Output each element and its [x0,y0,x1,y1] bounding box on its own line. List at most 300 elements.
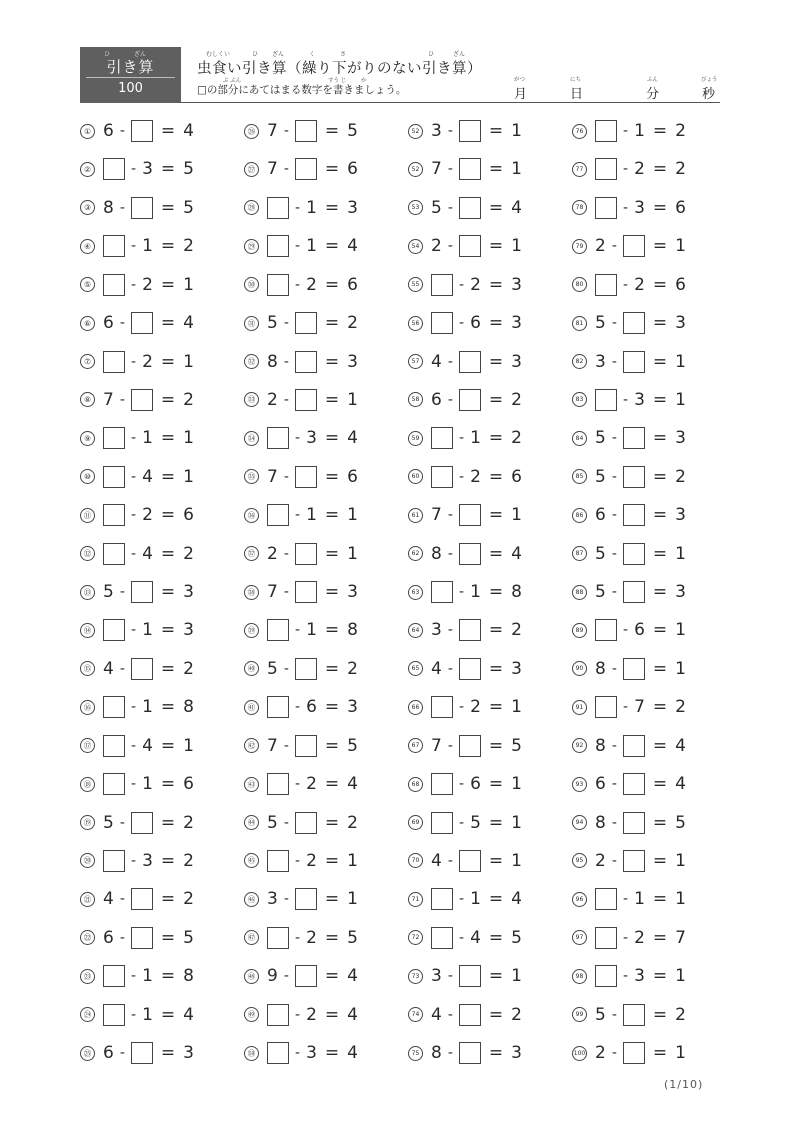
problem-number: ⑳ [80,853,95,868]
subtrahend: 3 [306,1043,317,1064]
minus-sign: - [283,545,289,562]
minus-sign: - [119,929,125,946]
difference: 5 [183,159,194,180]
answer-box-subtrahend[interactable] [295,812,317,834]
equals-sign: = [488,889,504,910]
answer-box-subtrahend[interactable] [131,812,153,834]
answer-box-minuend[interactable] [431,274,453,296]
answer-box-minuend[interactable] [595,927,617,949]
difference: 1 [347,505,358,526]
minus-sign: - [283,584,289,601]
answer-box-minuend[interactable] [103,543,125,565]
answer-box-minuend[interactable] [103,1004,125,1026]
subtrahend: 1 [142,774,153,795]
answer-box-minuend[interactable] [103,773,125,795]
problem-number: 87 [572,546,587,561]
minuend: 5 [595,466,606,487]
answer-box-minuend[interactable] [103,965,125,987]
day-label: 日 [570,87,584,102]
answer-box-subtrahend[interactable] [131,888,153,910]
answer-box-minuend[interactable] [595,120,617,142]
difference: 4 [347,428,358,449]
minus-sign: - [459,315,465,332]
problem-72 [408,925,522,951]
minus-sign: - [447,737,453,754]
problem-9 [80,425,194,451]
equals-sign: = [488,351,504,372]
answer-box-subtrahend[interactable] [459,1004,481,1026]
problem-number: 58 [408,392,423,407]
minuend: 3 [431,121,442,141]
problem-88 [572,579,686,605]
answer-box-subtrahend[interactable] [623,581,645,603]
minuend: 3 [431,620,442,641]
minuend: 5 [431,197,442,218]
problem-1 [80,118,194,144]
minus-sign: - [611,1006,617,1023]
problem-97 [572,925,686,951]
minus-sign: - [295,622,301,639]
answer-box-subtrahend[interactable] [459,735,481,757]
subtrahend: 3 [634,966,645,987]
answer-box-minuend[interactable] [103,619,125,641]
answer-box-subtrahend[interactable] [295,389,317,411]
answer-box-minuend[interactable] [267,235,289,257]
problem-58 [408,387,522,413]
problem-number: 57 [408,354,423,369]
minus-sign: - [611,660,617,677]
difference: 2 [183,889,194,910]
equals-sign: = [488,582,504,603]
answer-box-minuend[interactable] [103,274,125,296]
problem-60 [408,464,522,490]
problem-number: ㉙ [244,239,259,254]
answer-box-minuend[interactable] [103,235,125,257]
minus-sign: - [283,353,289,370]
answer-box-minuend[interactable] [103,850,125,872]
subtrahend: 1 [470,428,481,449]
answer-box-subtrahend[interactable] [459,543,481,565]
title-ruby-1: ひ [252,51,259,58]
answer-box-subtrahend[interactable] [623,312,645,334]
minus-sign: - [459,699,465,716]
answer-box-minuend[interactable] [267,619,289,641]
difference: 1 [675,658,686,679]
answer-box-subtrahend[interactable] [459,850,481,872]
minus-sign: - [131,468,137,485]
subtrahend: 4 [142,735,153,756]
answer-box-minuend[interactable] [431,581,453,603]
answer-box-subtrahend[interactable] [623,735,645,757]
problem-number: 65 [408,661,423,676]
answer-box-subtrahend[interactable] [295,888,317,910]
equals-sign: = [488,428,504,449]
answer-box-minuend[interactable] [595,158,617,180]
answer-box-subtrahend[interactable] [459,351,481,373]
minus-sign: - [447,622,453,639]
minuend: 2 [595,850,606,871]
problem-number: ⑧ [80,392,95,407]
answer-box-subtrahend[interactable] [459,235,481,257]
equals-sign: = [324,774,340,795]
answer-box-minuend[interactable] [103,696,125,718]
problem-number: 73 [408,969,423,984]
problem-99 [572,1002,686,1028]
second-ruby: びょう [701,77,718,83]
problem-number: ㉕ [80,1046,95,1061]
answer-box-subtrahend[interactable] [295,120,317,142]
answer-box-subtrahend[interactable] [459,658,481,680]
difference: 8 [183,966,194,987]
answer-box-subtrahend[interactable] [459,965,481,987]
title-ruby-0: むしくい [206,51,231,58]
minuend: 5 [103,582,114,603]
answer-box-minuend[interactable] [103,466,125,488]
subtrahend: 4 [142,466,153,487]
difference: 2 [347,812,358,833]
answer-box-subtrahend[interactable] [623,658,645,680]
answer-box-subtrahend[interactable] [623,812,645,834]
answer-box-minuend[interactable] [267,927,289,949]
minuend: 8 [431,1043,442,1064]
subtrahend: 1 [306,620,317,641]
minuend: 2 [431,236,442,257]
problem-31 [244,310,358,336]
minus-sign: - [283,814,289,831]
problem-57 [408,349,522,375]
answer-box-minuend[interactable] [267,1042,289,1064]
equals-sign: = [488,697,504,718]
equals-sign: = [324,159,340,180]
minus-sign: - [611,776,617,793]
minus-sign: - [283,123,289,139]
problem-45 [244,848,358,874]
problem-number: 53 [408,200,423,215]
minus-sign: - [119,1045,125,1062]
difference: 6 [347,274,358,295]
equals-sign: = [160,197,176,218]
badge-ruby-hi: ひ [104,51,111,58]
month-ruby: がつ [514,77,526,83]
answer-box-minuend[interactable] [267,773,289,795]
minus-sign: - [447,968,453,985]
subtrahend: 5 [470,812,481,833]
subtrahend: 6 [634,620,645,641]
answer-box-subtrahend[interactable] [459,1042,481,1064]
equals-sign: = [160,1043,176,1064]
answer-box-subtrahend[interactable] [623,1004,645,1026]
answer-box-subtrahend[interactable] [623,235,645,257]
answer-box-minuend[interactable] [103,158,125,180]
subtrahend: 2 [470,697,481,718]
minus-sign: - [119,660,125,677]
equals-sign: = [160,274,176,295]
problem-87 [572,541,686,567]
answer-box-subtrahend[interactable] [295,312,317,334]
answer-box-minuend[interactable] [103,351,125,373]
answer-box-minuend[interactable] [267,850,289,872]
answer-box-subtrahend[interactable] [295,466,317,488]
difference: 1 [675,236,686,257]
minus-sign: - [447,1006,453,1023]
equals-sign: = [488,466,504,487]
minus-sign: - [447,660,453,677]
answer-box-subtrahend[interactable] [623,351,645,373]
answer-box-minuend[interactable] [595,389,617,411]
answer-box-minuend[interactable] [103,735,125,757]
title-ruby-5: ひ [428,51,435,58]
problem-number: ㊷ [244,738,259,753]
answer-box-minuend[interactable] [267,274,289,296]
problem-number: ① [80,124,95,139]
problem-number: 52 [408,162,423,177]
subtrahend: 6 [470,774,481,795]
answer-box-minuend[interactable] [267,427,289,449]
answer-box-subtrahend[interactable] [623,504,645,526]
minus-sign: - [131,1006,137,1023]
answer-box-minuend[interactable] [431,466,453,488]
equals-sign: = [652,658,668,679]
answer-box-subtrahend[interactable] [295,735,317,757]
answer-box-subtrahend[interactable] [295,543,317,565]
problem-number: ㊵ [244,661,259,676]
answer-box-subtrahend[interactable] [131,389,153,411]
difference: 8 [183,697,194,718]
minus-sign: - [459,276,465,293]
problem-number: 100 [572,1046,587,1061]
equals-sign: = [652,1004,668,1025]
answer-box-subtrahend[interactable] [295,658,317,680]
answer-box-subtrahend[interactable] [459,158,481,180]
problem-85 [572,464,686,490]
equals-sign: = [324,889,340,910]
problem-67 [408,733,522,759]
answer-box-minuend[interactable] [595,619,617,641]
problem-29 [244,233,358,259]
minus-sign: - [295,430,301,447]
subtrahend: 2 [306,1004,317,1025]
difference: 2 [511,620,522,641]
equals-sign: = [652,313,668,334]
problem-33 [244,387,358,413]
minuend: 7 [431,505,442,526]
minuend: 5 [595,543,606,564]
problem-number: ㊱ [244,508,259,523]
minuend: 3 [595,351,606,372]
minus-sign: - [611,1045,617,1062]
problem-number: 85 [572,469,587,484]
difference: 2 [511,1004,522,1025]
problem-18 [80,771,194,797]
answer-box-minuend[interactable] [267,1004,289,1026]
problem-76 [572,118,686,144]
problem-number: ㊸ [244,777,259,792]
subtrahend: 1 [306,236,317,257]
minus-sign: - [283,968,289,985]
equals-sign: = [160,313,176,334]
problem-number: 71 [408,892,423,907]
answer-box-subtrahend[interactable] [623,427,645,449]
difference: 8 [347,620,358,641]
answer-box-minuend[interactable] [267,696,289,718]
answer-box-subtrahend[interactable] [623,466,645,488]
answer-box-subtrahend[interactable] [295,581,317,603]
equals-sign: = [652,1043,668,1064]
problem-52 [408,156,522,182]
answer-box-subtrahend[interactable] [131,581,153,603]
equals-sign: = [160,582,176,603]
answer-box-subtrahend[interactable] [131,927,153,949]
problem-77 [572,156,686,182]
difference: 1 [347,543,358,564]
difference: 1 [511,159,522,180]
problem-40 [244,656,358,682]
minus-sign: - [623,968,629,985]
answer-box-subtrahend[interactable] [131,197,153,219]
answer-box-subtrahend[interactable] [459,389,481,411]
problem-number: 70 [408,853,423,868]
answer-box-minuend[interactable] [431,773,453,795]
answer-box-minuend[interactable] [431,312,453,334]
minus-sign: - [119,123,125,139]
answer-box-minuend[interactable] [595,197,617,219]
difference: 4 [347,1043,358,1064]
subtrahend: 1 [142,966,153,987]
minuend: 5 [267,313,278,334]
answer-box-subtrahend[interactable] [131,120,153,142]
day-ruby: にち [570,77,582,83]
answer-box-minuend[interactable] [595,965,617,987]
answer-box-minuend[interactable] [595,696,617,718]
minus-sign: - [611,852,617,869]
problem-41 [244,694,358,720]
equals-sign: = [652,428,668,449]
difference: 1 [675,389,686,410]
difference: 3 [511,658,522,679]
equals-sign: = [160,505,176,526]
minus-sign: - [447,161,453,178]
minus-sign: - [131,276,137,293]
equals-sign: = [324,197,340,218]
minuend: 2 [267,389,278,410]
answer-box-minuend[interactable] [431,927,453,949]
minuend: 4 [431,351,442,372]
answer-box-subtrahend[interactable] [623,773,645,795]
problem-number: 93 [572,777,587,792]
answer-box-minuend[interactable] [595,274,617,296]
minus-sign: - [283,891,289,908]
subtrahend: 2 [634,274,645,295]
problem-number: ⑲ [80,815,95,830]
minus-sign: - [459,814,465,831]
equals-sign: = [488,236,504,257]
answer-box-minuend[interactable] [267,197,289,219]
minus-sign: - [119,315,125,332]
answer-box-subtrahend[interactable] [459,504,481,526]
problem-number: ㉜ [244,354,259,369]
equals-sign: = [160,1004,176,1025]
answer-box-subtrahend[interactable] [459,197,481,219]
problem-69 [408,810,522,836]
problem-number: ㉟ [244,469,259,484]
worksheet-title: 虫食い引き算（繰り下がりのない引き算） [197,61,482,77]
subtrahend: 2 [634,159,645,180]
subtrahend: 6 [306,697,317,718]
answer-box-subtrahend[interactable] [623,543,645,565]
problem-26 [244,118,358,144]
difference: 5 [511,927,522,948]
minus-sign: - [447,545,453,562]
answer-box-subtrahend[interactable] [623,850,645,872]
answer-box-minuend[interactable] [103,504,125,526]
subtrahend: 2 [306,927,317,948]
answer-box-subtrahend[interactable] [131,312,153,334]
minus-sign: - [611,238,617,255]
problem-54 [408,233,522,259]
answer-box-minuend[interactable] [431,812,453,834]
difference: 1 [511,850,522,871]
equals-sign: = [324,466,340,487]
minuend: 3 [267,889,278,910]
equals-sign: = [652,351,668,372]
problem-94 [572,810,686,836]
answer-box-minuend[interactable] [431,696,453,718]
answer-box-minuend[interactable] [595,888,617,910]
subtrahend: 3 [142,850,153,871]
problem-number: 72 [408,930,423,945]
problem-3 [80,195,194,221]
problem-number: 80 [572,277,587,292]
answer-box-minuend[interactable] [267,504,289,526]
equals-sign: = [160,812,176,833]
problem-number: 91 [572,700,587,715]
answer-box-subtrahend[interactable] [459,619,481,641]
equals-sign: = [488,121,504,141]
problem-37 [244,541,358,567]
difference: 4 [183,1004,194,1025]
difference: 3 [675,313,686,334]
difference: 2 [675,1004,686,1025]
answer-box-minuend[interactable] [103,427,125,449]
answer-box-minuend[interactable] [431,888,453,910]
problem-65 [408,656,522,682]
problem-count: 100 [118,81,143,96]
minus-sign: - [131,238,137,255]
minute-label: 分 [646,87,660,102]
problem-number: 81 [572,316,587,331]
difference: 1 [183,274,194,295]
problem-14 [80,617,194,643]
answer-box-subtrahend[interactable] [295,351,317,373]
answer-box-subtrahend[interactable] [623,1042,645,1064]
answer-box-subtrahend[interactable] [295,965,317,987]
answer-box-subtrahend[interactable] [131,1042,153,1064]
answer-box-minuend[interactable] [431,427,453,449]
difference: 3 [183,1043,194,1064]
minus-sign: - [611,507,617,524]
minuend: 8 [595,735,606,756]
minuend: 5 [595,428,606,449]
problem-20 [80,848,194,874]
minus-sign: - [447,1045,453,1062]
problem-12 [80,541,194,567]
answer-box-subtrahend[interactable] [131,658,153,680]
equals-sign: = [324,313,340,334]
answer-box-subtrahend[interactable] [295,158,317,180]
minuend: 5 [595,582,606,603]
answer-box-subtrahend[interactable] [459,120,481,142]
minuend: 8 [267,351,278,372]
